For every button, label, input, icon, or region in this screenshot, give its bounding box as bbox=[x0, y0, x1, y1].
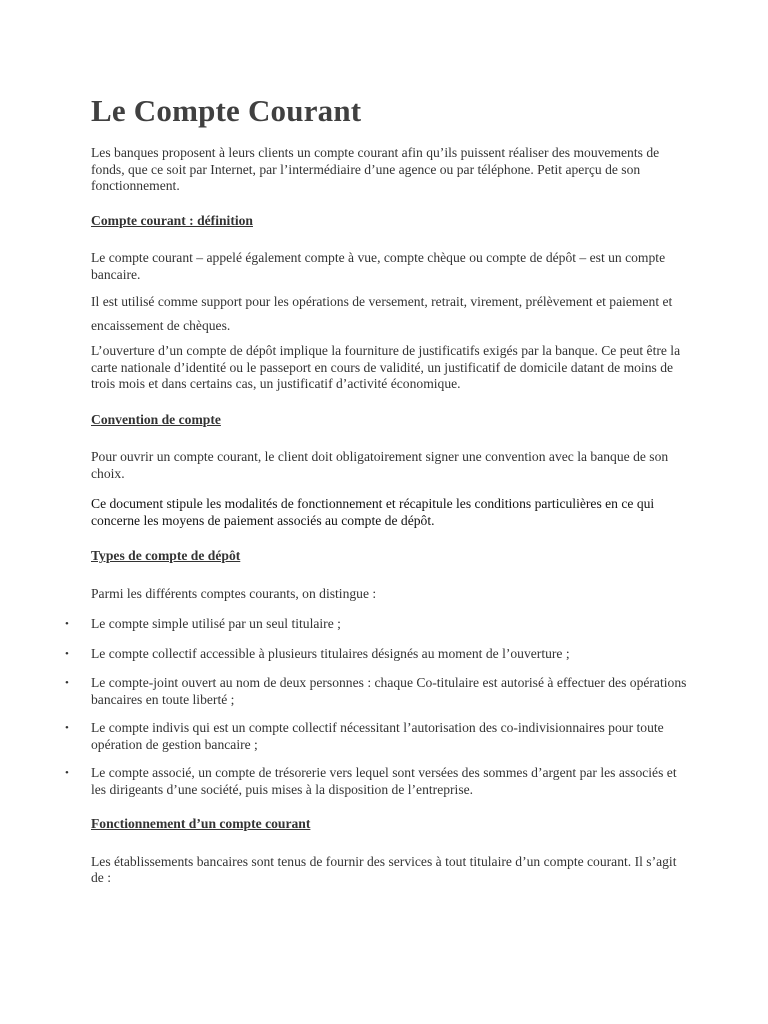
types-intro-paragraph: Parmi les différents comptes courants, on distingue : bbox=[91, 585, 377, 601]
intro-paragraph: Les banques proposent à leurs clients un compte courant afin qu’ils puissent réaliser des mouvements de fonds, que ce soit par Internet, par l’intermédiaire d’une agence ou par téléphone. Petit aperçu de son fonctionnement. bbox=[91, 145, 660, 193]
types-list bbox=[65, 616, 691, 798]
list-item bbox=[65, 720, 691, 753]
list-item-text: Le compte simple utilisé par un seul titulaire ; bbox=[91, 616, 341, 631]
bullet-icon: • bbox=[65, 722, 69, 734]
section-heading-definition: Compte courant : définition bbox=[91, 212, 253, 228]
bullet-icon: • bbox=[65, 677, 69, 689]
bullet-icon: • bbox=[65, 647, 69, 660]
bullet-icon: • bbox=[65, 618, 69, 630]
list-item bbox=[65, 765, 691, 798]
document-body bbox=[65, 93, 691, 887]
section-heading-convention: Convention de compte bbox=[91, 411, 221, 427]
convention-paragraph-2: Ce document stipule les modalités de fonctionnement et récapitule les conditions particulières en ce qui concerne les moyens de paiement associés au compte de dépôt. bbox=[91, 496, 655, 528]
list-item bbox=[65, 616, 691, 633]
list-item bbox=[65, 675, 691, 708]
list-item-text: Le compte indivis qui est un compte collectif nécessitant l’autorisation des co-indivisionnaires pour toute opération de gestion bancaire ; bbox=[91, 720, 664, 752]
fonctionnement-paragraph-1: Les établissements bancaires sont tenus de fournir des services à tout titulaire d’un compte courant. Il s’agit de : bbox=[91, 853, 677, 885]
list-item-text: Le compte associé, un compte de trésorerie vers lequel sont versées des sommes d’argent par les associés et les dirigeants d’une société, puis mises à la disposition de l’entreprise. bbox=[91, 765, 677, 797]
list-item-text: Le compte collectif accessible à plusieurs titulaires désignés au moment de l’ouverture ; bbox=[91, 645, 570, 661]
definition-paragraph-2: Il est utilisé comme support pour les opérations de versement, retrait, virement, prélèvement et paiement et encaissement de chèques. bbox=[91, 294, 673, 333]
list-item-text: Le compte-joint ouvert au nom de deux personnes : chaque Co-titulaire est autorisé à effectuer des opérations bancaires en toute liberté ; bbox=[91, 675, 687, 707]
bullet-icon: • bbox=[65, 767, 69, 779]
definition-paragraph-3: L’ouverture d’un compte de dépôt implique la fourniture de justificatifs exigés par la banque. Ce peut être la carte nationale d’identité ou le passeport en cours de validité, un justificatif de domicile datant de moins de trois mois et dans certains cas, un justificatif d’activité économique. bbox=[91, 343, 681, 391]
list-item bbox=[65, 645, 691, 663]
definition-paragraph-1: Le compte courant – appelé également compte à vue, compte chèque ou compte de dépôt – est un compte bancaire. bbox=[91, 250, 666, 282]
convention-paragraph-1: Pour ouvrir un compte courant, le client doit obligatoirement signer une convention avec la banque de son choix. bbox=[91, 449, 669, 481]
section-heading-fonctionnement: Fonctionnement d’un compte courant bbox=[91, 816, 311, 831]
section-heading-types: Types de compte de dépôt bbox=[91, 548, 241, 563]
page-title: Le Compte Courant bbox=[91, 93, 362, 128]
